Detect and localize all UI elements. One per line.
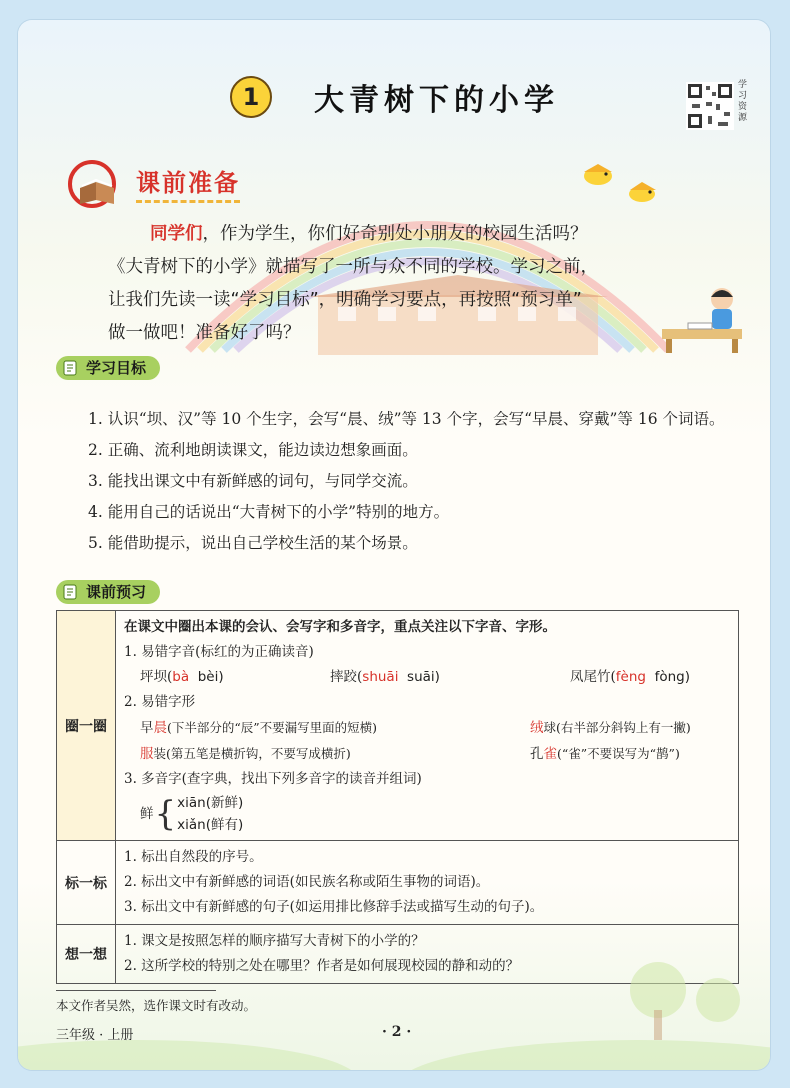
think-label: 想一想 bbox=[57, 925, 116, 984]
pron-wrong: suāi) bbox=[407, 669, 440, 685]
textbook-page bbox=[18, 20, 770, 1070]
poly-list bbox=[177, 792, 243, 836]
goal-item: 1. 认识“坝、汉”等 10 个生字，会写“晨、绒”等 13 个字，会写“早晨、穿戴”等 16 个词语。 bbox=[88, 410, 725, 428]
poly-row bbox=[124, 792, 730, 836]
qr-label: 学习资源 bbox=[738, 80, 748, 123]
pron-correct: bà bbox=[172, 669, 190, 685]
goal-item: 4. 能用自己的话说出“大青树下的小学”特别的地方。 bbox=[88, 503, 450, 521]
preview-section-title: 课前预习 bbox=[86, 583, 147, 601]
pron-row bbox=[124, 665, 730, 690]
open-book-icon bbox=[62, 158, 132, 208]
preview-heading bbox=[62, 158, 240, 208]
intro-line-1 bbox=[108, 218, 708, 251]
circle-content bbox=[116, 611, 739, 841]
brace-icon: { bbox=[154, 794, 177, 834]
circle-label: 圈一圈 bbox=[57, 611, 116, 841]
goal-item: 5. 能借助提示，说出自己学校生活的某个场景。 bbox=[88, 534, 418, 552]
form-note: (下半部分的“辰”不要漏写里面的短横) bbox=[167, 720, 378, 735]
goals-section-title: 学习目标 bbox=[86, 359, 147, 377]
student-illustration bbox=[658, 285, 753, 355]
poly-item: xiǎn(鲜有) bbox=[177, 817, 244, 833]
form-red-char: 服 bbox=[140, 746, 154, 762]
preview-table bbox=[56, 610, 739, 984]
mark-item: 2. 标出文中有新鲜感的词语(如民族名称或陌生事物的词语)。 bbox=[124, 874, 490, 890]
mark-label: 标一标 bbox=[57, 841, 116, 925]
grade-label: 三年级 · 上册 bbox=[56, 1028, 134, 1043]
think-item: 2. 这所学校的特别之处在哪里？作者是如何展现校园的静和动的？ bbox=[124, 958, 520, 974]
footnote-divider bbox=[56, 990, 216, 991]
intro-text-1: ，作为学生，你们好奇别处小朋友的校园生活吗？ bbox=[202, 224, 588, 244]
document-icon bbox=[62, 584, 78, 600]
lesson-title: 大青树下的小学 bbox=[314, 83, 559, 118]
pron-item bbox=[330, 665, 570, 690]
intro-line-4: 做一做吧！准备好了吗？ bbox=[108, 323, 301, 343]
intro-highlight: 同学们 bbox=[150, 224, 203, 244]
preview-intro bbox=[108, 218, 708, 350]
table-row bbox=[57, 841, 739, 925]
form-red-char: 绒 bbox=[530, 720, 544, 736]
form-red-char: 晨 bbox=[153, 720, 167, 736]
pron-wrong: fòng) bbox=[654, 669, 690, 685]
form-char: 孔 bbox=[530, 746, 544, 762]
mark-item: 1. 标出自然段的序号。 bbox=[124, 849, 263, 865]
intro-line-2: 《大青树下的小学》就描写了一所与众不同的学校。学习之前， bbox=[108, 257, 598, 277]
pron-item bbox=[140, 665, 330, 690]
goals-list bbox=[60, 404, 740, 559]
birds-illustration bbox=[578, 160, 668, 210]
form-note: (“雀”不要误写为“鹊”) bbox=[557, 746, 680, 761]
form-note: 装(第五笔是横折钩，不要写成横折) bbox=[153, 746, 351, 761]
poly-item: xiān(新鲜) bbox=[177, 795, 244, 811]
pron-word: 凤尾竹( bbox=[570, 669, 616, 685]
pron-wrong: bèi) bbox=[197, 669, 224, 685]
form-item bbox=[530, 715, 691, 741]
table-row bbox=[57, 611, 739, 841]
footnote: 本文作者吴然，选作课文时有改动。 bbox=[56, 998, 257, 1013]
form-row bbox=[124, 741, 730, 767]
form-item bbox=[140, 715, 530, 741]
form-row bbox=[124, 715, 730, 741]
form-item bbox=[530, 741, 680, 767]
form-title: 2. 易错字形 bbox=[124, 694, 196, 710]
page-number: · 2 · bbox=[382, 1024, 412, 1040]
pron-correct: fèng bbox=[615, 669, 646, 685]
pron-word: 摔跤( bbox=[330, 669, 363, 685]
goal-item: 3. 能找出课文中有新鲜感的词句，与同学交流。 bbox=[88, 472, 418, 490]
lesson-number-badge: 1 bbox=[230, 76, 272, 118]
preview-section-pill bbox=[56, 580, 160, 604]
goals-section-pill bbox=[56, 356, 160, 380]
pron-title: 1. 易错字音(标红的为正确读音) bbox=[124, 644, 314, 660]
goal-item: 2. 正确、流利地朗读课文，能边读边想象画面。 bbox=[88, 441, 418, 459]
document-icon bbox=[62, 360, 78, 376]
qr-code-icon[interactable] bbox=[686, 82, 734, 130]
intro-line-3: 让我们先读一读“学习目标”，明确学习要点，再按照“预习单” bbox=[108, 290, 582, 310]
preview-title: 课前准备 bbox=[136, 163, 240, 203]
mark-content bbox=[116, 841, 739, 925]
form-red-char: 雀 bbox=[543, 746, 557, 762]
form-note: 球(右半部分斜钩上有一撇) bbox=[543, 720, 691, 735]
poly-char: 鲜 bbox=[140, 805, 154, 822]
mark-item: 3. 标出文中有新鲜感的句子(如运用排比修辞手法或描写生动的句子)。 bbox=[124, 899, 544, 915]
poly-title: 3. 多音字(查字典，找出下列多音字的读音并组词) bbox=[124, 771, 422, 787]
circle-intro: 在课文中圈出本课的会认、会写字和多音字，重点关注以下字音、字形。 bbox=[124, 619, 556, 635]
pron-correct: shuāi bbox=[362, 669, 399, 685]
think-item: 1. 课文是按照怎样的顺序描写大青树下的小学的？ bbox=[124, 933, 425, 949]
lesson-header bbox=[230, 72, 559, 122]
pron-item bbox=[570, 665, 690, 690]
form-char: 早 bbox=[140, 720, 154, 736]
form-item bbox=[140, 741, 530, 767]
pron-word: 坪坝( bbox=[140, 669, 173, 685]
